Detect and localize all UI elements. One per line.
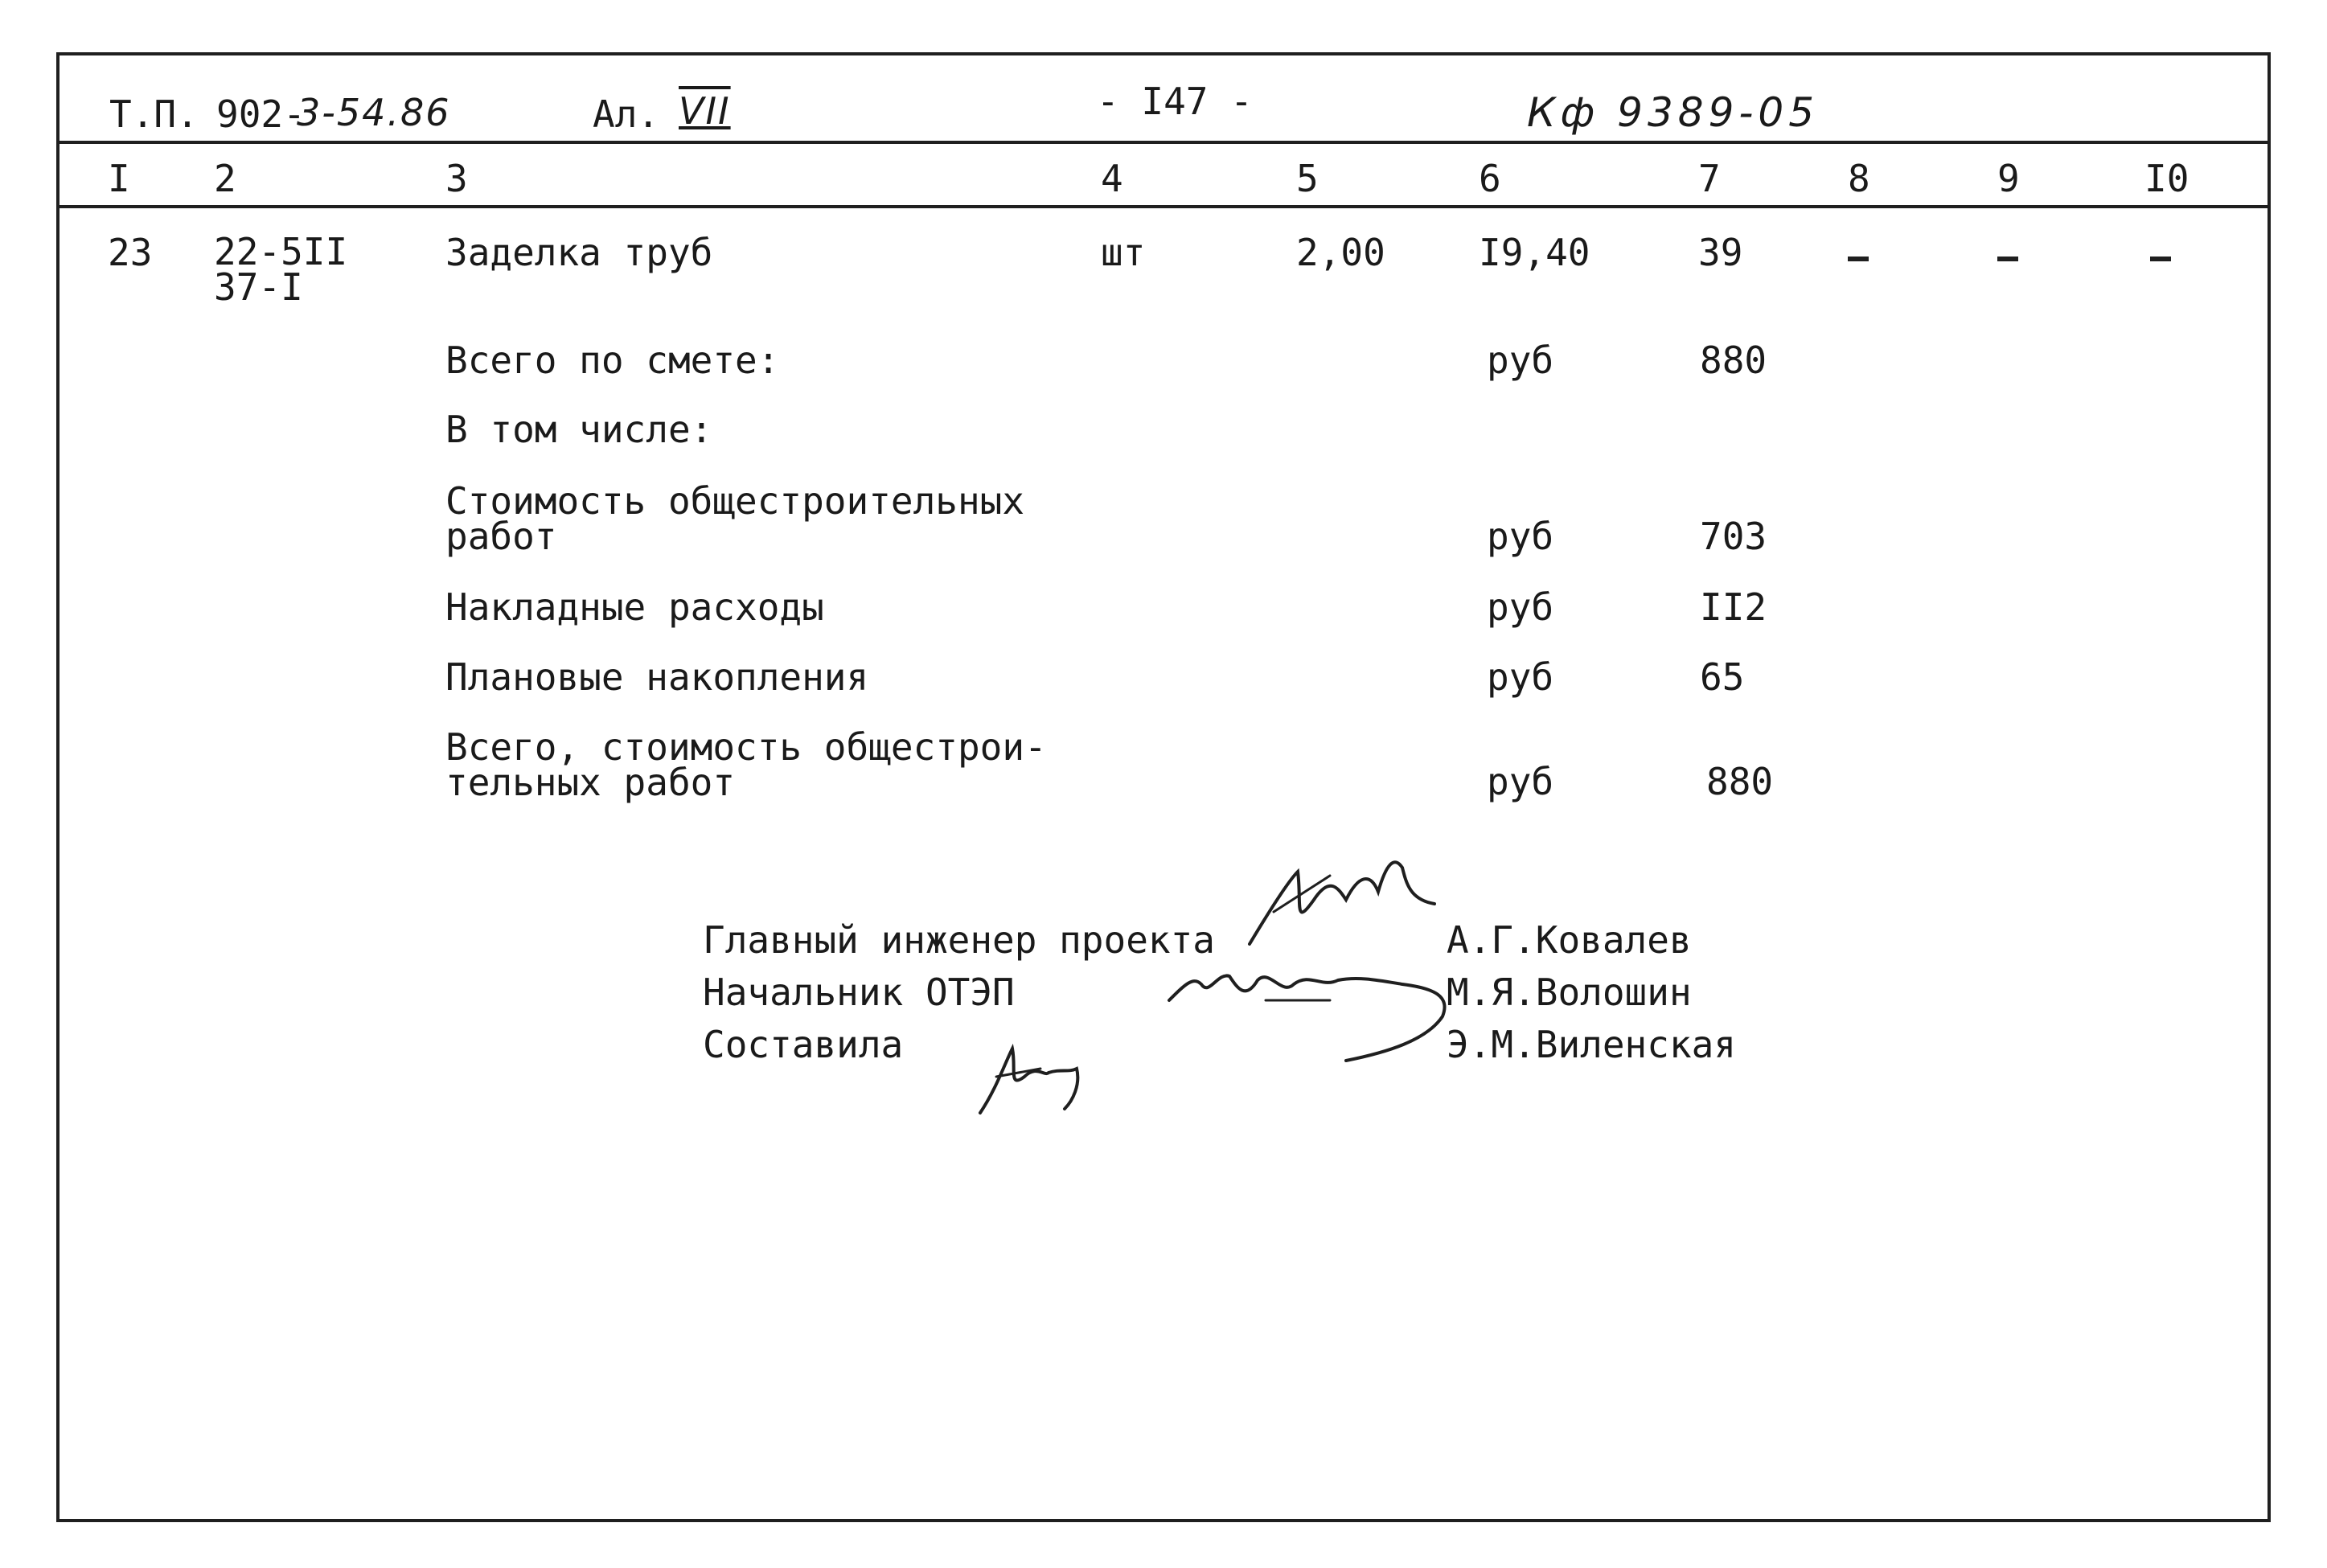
- summary-planned-unit: руб: [1487, 655, 1554, 699]
- summary-construction-value: 703: [1700, 515, 1767, 558]
- signature-scribble-compiler: [968, 1032, 1129, 1121]
- row-col10-dash: [2150, 257, 2171, 261]
- album-label: Ал.: [593, 92, 660, 136]
- archive-code: Кф 9389-05: [1527, 89, 1820, 136]
- tp-label: Т.П.: [109, 92, 199, 136]
- row-col9-dash: [1997, 257, 2018, 261]
- col-header-1: I: [108, 157, 130, 200]
- page-number: - I47 -: [1097, 80, 1253, 123]
- row-number: 23: [108, 231, 153, 274]
- summary-planned-value: 65: [1700, 655, 1745, 699]
- tp-code-printed: 902-: [216, 92, 306, 136]
- album-number: VII: [679, 89, 731, 133]
- col-header-9: 9: [1997, 157, 2020, 200]
- row-unit: шт: [1101, 231, 1146, 274]
- col-header-6: 6: [1479, 157, 1501, 200]
- summary-total-label: Всего по смете:: [445, 339, 780, 382]
- header-divider: [60, 141, 2267, 144]
- col-header-8: 8: [1848, 157, 1870, 200]
- columns-divider: [60, 205, 2267, 208]
- signature-scribble-head-otep: [1145, 952, 1491, 1081]
- col-header-5: 5: [1296, 157, 1319, 200]
- col-header-2: 2: [214, 157, 236, 200]
- row-price: I9,40: [1479, 231, 1590, 274]
- summary-overhead-unit: руб: [1487, 585, 1554, 629]
- summary-planned-label: Плановые накопления: [445, 655, 869, 699]
- summary-construction-label: Стоимость общестроительных работ: [445, 479, 1025, 559]
- col-header-4: 4: [1101, 157, 1123, 200]
- col-header-7: 7: [1698, 157, 1721, 200]
- row-col8-dash: [1848, 257, 1869, 261]
- summary-total-unit: руб: [1487, 339, 1554, 382]
- summary-grand-unit: руб: [1487, 760, 1554, 803]
- col-header-3: 3: [445, 157, 468, 200]
- tp-code-handwritten: 3-54.86: [297, 91, 451, 134]
- signature-role-head-oteп: Начальник ОТЭП: [703, 971, 1015, 1014]
- signature-name-head-otep: М.Я.Волошин: [1447, 971, 1692, 1014]
- summary-overhead-value: II2: [1700, 585, 1767, 629]
- summary-overhead-label: Накладные расходы: [445, 585, 824, 629]
- row-code: 22-5II 37-I: [214, 230, 348, 310]
- row-name: Заделка труб: [445, 231, 713, 274]
- summary-total-value: 880: [1700, 339, 1767, 382]
- signature-role-compiler: Составила: [703, 1023, 904, 1066]
- signature-role-chief-engineer: Главный инженер проекта: [703, 918, 1215, 962]
- signature-scribble-chief-engineer: [1241, 856, 1451, 952]
- signature-name-compiler: Э.М.Виленская: [1447, 1023, 1737, 1066]
- row-total: 39: [1698, 231, 1743, 274]
- summary-including-label: В том числе:: [445, 408, 713, 451]
- row-qty: 2,00: [1296, 231, 1385, 274]
- summary-grand-value: 880: [1706, 760, 1774, 803]
- signature-name-chief-engineer: А.Г.Ковалев: [1447, 918, 1692, 962]
- summary-construction-unit: руб: [1487, 515, 1554, 558]
- estimate-sheet: [56, 52, 2271, 1522]
- summary-grand-label: Всего, стоимость общестрои- тельных работ: [445, 725, 1047, 805]
- col-header-10: I0: [2144, 157, 2190, 200]
